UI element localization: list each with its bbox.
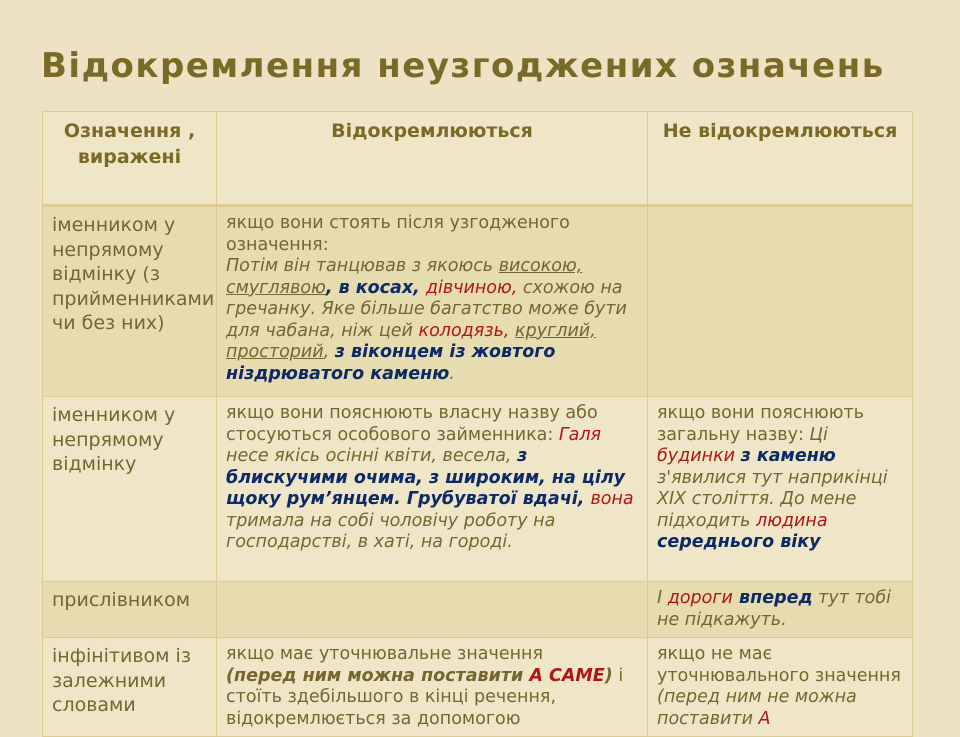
page-title: Відокремлення неузгоджених означень	[41, 46, 885, 86]
row-label: іменником у непрямому відмінку	[43, 397, 217, 582]
row-label: прислівником	[43, 582, 217, 638]
highlighted-noun: А	[758, 708, 771, 729]
header-separated: Відокремлюються	[217, 112, 648, 206]
text-segment: Потім він танцював з якоюсь	[226, 256, 499, 276]
text-segment: і стоїть здебільшого в кінці речення, відокремлюється за допомогою	[226, 665, 624, 729]
highlighted-noun: дівчиною,	[425, 277, 523, 298]
row-label: іменником у непрямому відмінку (з прийменниками чи без них)	[43, 206, 217, 397]
text-segment: Ці	[809, 424, 828, 445]
highlighted-noun: дороги	[667, 588, 733, 608]
text-segment: з'явилися тут наприкінці XIX століття. До мене підходить	[657, 467, 888, 531]
text-segment: (перед ним можна поставити	[226, 665, 530, 686]
text-segment: круглий, просторий	[226, 320, 596, 362]
highlighted-modifier: з віконцем із жовтого ніздрюватого каменю	[226, 342, 556, 384]
table-row	[43, 638, 913, 737]
highlighted-noun: будинки	[657, 446, 741, 466]
text-segment: якщо не має уточнювального значення	[657, 644, 901, 686]
text-segment: якщо вони пояснюють загальну назву:	[657, 403, 864, 445]
highlighted-modifier: середнього віку	[657, 532, 821, 552]
header-expressed-by: Означення , виражені	[43, 112, 217, 206]
table-header-row	[43, 112, 913, 206]
text-segment: якщо має уточнювальне значення	[226, 644, 544, 664]
text-segment: ,	[323, 342, 335, 362]
text-segment: тут тобі не підкажуть.	[657, 588, 892, 630]
header-not-separated: Не відокремлюються	[648, 112, 913, 206]
highlighted-noun: А САМЕ	[529, 665, 605, 686]
row-label: інфінітивом із залежними словами	[43, 638, 217, 737]
not-separated-cell	[648, 206, 913, 397]
highlighted-noun: колодязь,	[418, 320, 516, 341]
text-segment: (перед ним не можна поставити	[657, 687, 857, 729]
text-segment: високою, смуглявою	[226, 256, 583, 298]
text-segment: )	[604, 665, 613, 686]
text-segment: схожою на гречанку. Яке більше багатство може бути для чабана, ніж цей	[226, 277, 627, 341]
highlighted-modifier: з блискучими очима, з широким, на цілу щоку рум’янцем. Грубуватої вдачі,	[226, 446, 626, 509]
highlighted-modifier: вперед	[732, 588, 813, 608]
highlighted-noun: Галя	[558, 424, 602, 445]
highlighted-noun: вона	[590, 489, 634, 509]
highlighted-noun: людина	[756, 510, 828, 531]
text-segment: якщо вони стоять після узгодженого означення:	[226, 213, 570, 255]
separated-cell	[217, 638, 648, 737]
highlighted-modifier: з каменю	[740, 446, 836, 466]
separated-cell	[217, 582, 648, 638]
text-segment: тримала на собі чоловічу роботу на господарстві, в хаті, на городі.	[226, 510, 556, 552]
text-segment: .	[449, 363, 455, 384]
definitions-table	[42, 111, 913, 737]
separated-cell	[217, 397, 648, 582]
table-row	[43, 397, 913, 582]
not-separated-cell	[648, 638, 913, 737]
text-segment: несе якісь осінні квіти, весела,	[226, 446, 518, 466]
not-separated-cell	[648, 397, 913, 582]
text-segment: якщо вони пояснюють власну назву або стосуються особового займенника:	[226, 403, 598, 445]
table-row	[43, 206, 913, 397]
separated-cell	[217, 206, 648, 397]
not-separated-cell	[648, 582, 913, 638]
highlighted-modifier: , в косах,	[325, 277, 426, 298]
text-segment: І	[657, 588, 668, 608]
table-row	[43, 582, 913, 638]
